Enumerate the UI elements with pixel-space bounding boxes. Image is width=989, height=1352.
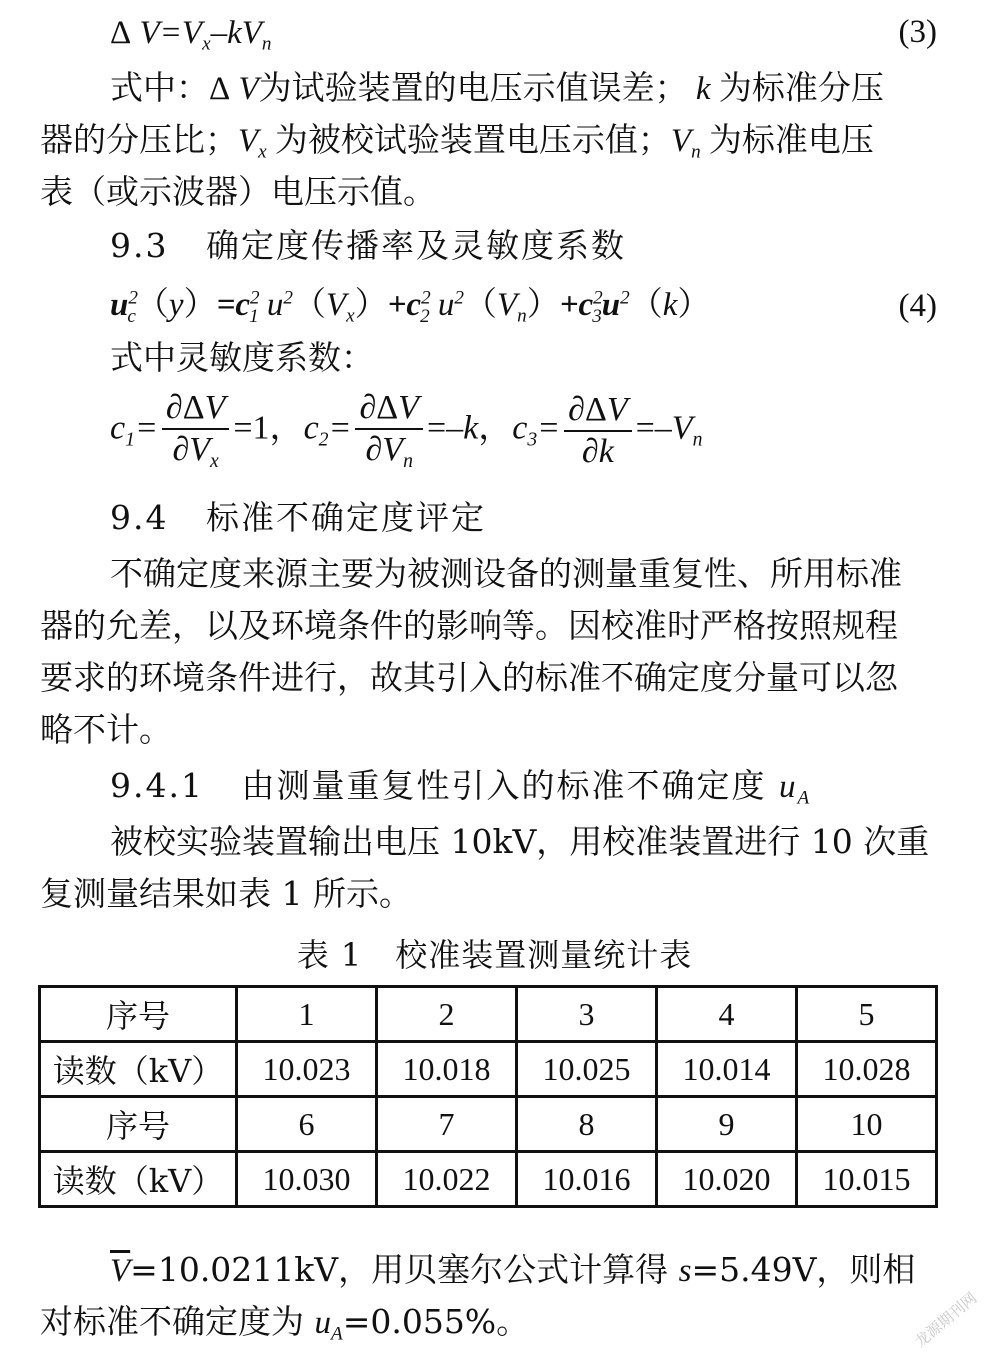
section-9-3-heading: 9.3 确定度传播率及灵敏度系数 [110, 226, 626, 265]
equation-4: $u^2_c(y)=c^2_1$ $u^2(V_x)+c^2_2$ $u^2(V_n)+c^2_3u^2(k)$ [110, 287, 711, 327]
table-row [40, 1152, 937, 1207]
result-line1: $\overline{V}=10.0211kV$，用贝塞尔公式计算得 s=5.49V，则相 [110, 1250, 916, 1289]
watermark: 龙源期刊网 [911, 1288, 981, 1351]
table-cell: 10.025 [517, 1042, 657, 1097]
para2-line4: 略不计。 [40, 710, 172, 749]
equation-4-number: (4) [898, 288, 937, 324]
reading-header: 读数（kV） [40, 1042, 237, 1097]
table-cell: 9 [657, 1097, 797, 1152]
result-line2: 对标准不确定度为 $u_A=0.055\%$。 [40, 1302, 530, 1345]
fraction-c2: $\frac{\partial\Delta V}{\partial V_n}$ [355, 390, 422, 471]
table-cell: 10.014 [657, 1042, 797, 1097]
sensitivity-label: 式中灵敏度系数： [110, 338, 374, 377]
table-cell: 10.016 [517, 1152, 657, 1207]
table-cell: 3 [517, 987, 657, 1042]
table-row [40, 1097, 937, 1152]
table-cell: 10.023 [237, 1042, 377, 1097]
table-cell: 10.028 [797, 1042, 937, 1097]
table-cell: 10.030 [237, 1152, 377, 1207]
para2-line3: 要求的环境条件进行，故其引入的标准不确定度分量可以忽 [40, 658, 898, 697]
para2-line2: 器的允差，以及环境条件的影响等。因校准时严格按照规程 [40, 606, 898, 645]
table-cell: 7 [377, 1097, 517, 1152]
fraction-c1: $\frac{\partial\Delta V}{\partial V_x}$ [162, 390, 229, 471]
section-9-4-heading: 9.4 标准不确定度评定 [110, 498, 486, 537]
table-cell: 6 [237, 1097, 377, 1152]
seq-header: 序号 [40, 987, 237, 1042]
table-cell: 1 [237, 987, 377, 1042]
table-cell: 10 [797, 1097, 937, 1152]
para3-line2: 复测量结果如表 1 所示。 [40, 874, 412, 913]
table-cell: 10.020 [657, 1152, 797, 1207]
table-row [40, 1042, 937, 1097]
table-cell: 10.018 [377, 1042, 517, 1097]
reading-header: 读数（kV） [40, 1152, 237, 1207]
table-cell: 2 [377, 987, 517, 1042]
para3-line1: 被校实验装置输出电压 10kV，用校准装置进行 10 次重 [110, 822, 930, 861]
para1-line2: 器的分压比；$V_x$ 为被校试验装置电压示值；$V_n$ 为标准电压 [40, 120, 874, 163]
table-cell: 10.022 [377, 1152, 517, 1207]
sensitivity-coefficients: $c_1=$ $\frac{\partial\Delta V}{\partial V_x}$ =1，$c_2=$ $\frac{\partial\Delta V}{\partial V_n}$ =–k，$c_3=$ $\frac{\partial\Delta V}{\partial k}$ $=-V_n$ [110, 389, 703, 472]
fraction-c3: $\frac{\partial\Delta V}{\partial k}$ [564, 392, 631, 469]
para1-line1: 式中：Δ V为试验装置的电压示值误差； k 为标准分压 [110, 68, 884, 107]
table-caption: 表 1 校准装置测量统计表 [296, 936, 693, 974]
table-cell: 4 [657, 987, 797, 1042]
para1-line3: 表（或示波器）电压示值。 [40, 172, 436, 211]
equation-3: Δ $V=V_x-kV_n$ [110, 15, 272, 55]
table-cell: 10.015 [797, 1152, 937, 1207]
measurement-table [38, 985, 938, 1208]
equation-3-number: (3) [898, 14, 937, 50]
seq-header: 序号 [40, 1097, 237, 1152]
table-row [40, 987, 937, 1042]
table-cell: 8 [517, 1097, 657, 1152]
section-9-4-1-heading: 9.4.1 由测量重复性引入的标准不确定度 $u_A$ [110, 766, 812, 809]
table-cell: 5 [797, 987, 937, 1042]
para2-line1: 不确定度来源主要为被测设备的测量重复性、所用标准 [110, 554, 902, 593]
